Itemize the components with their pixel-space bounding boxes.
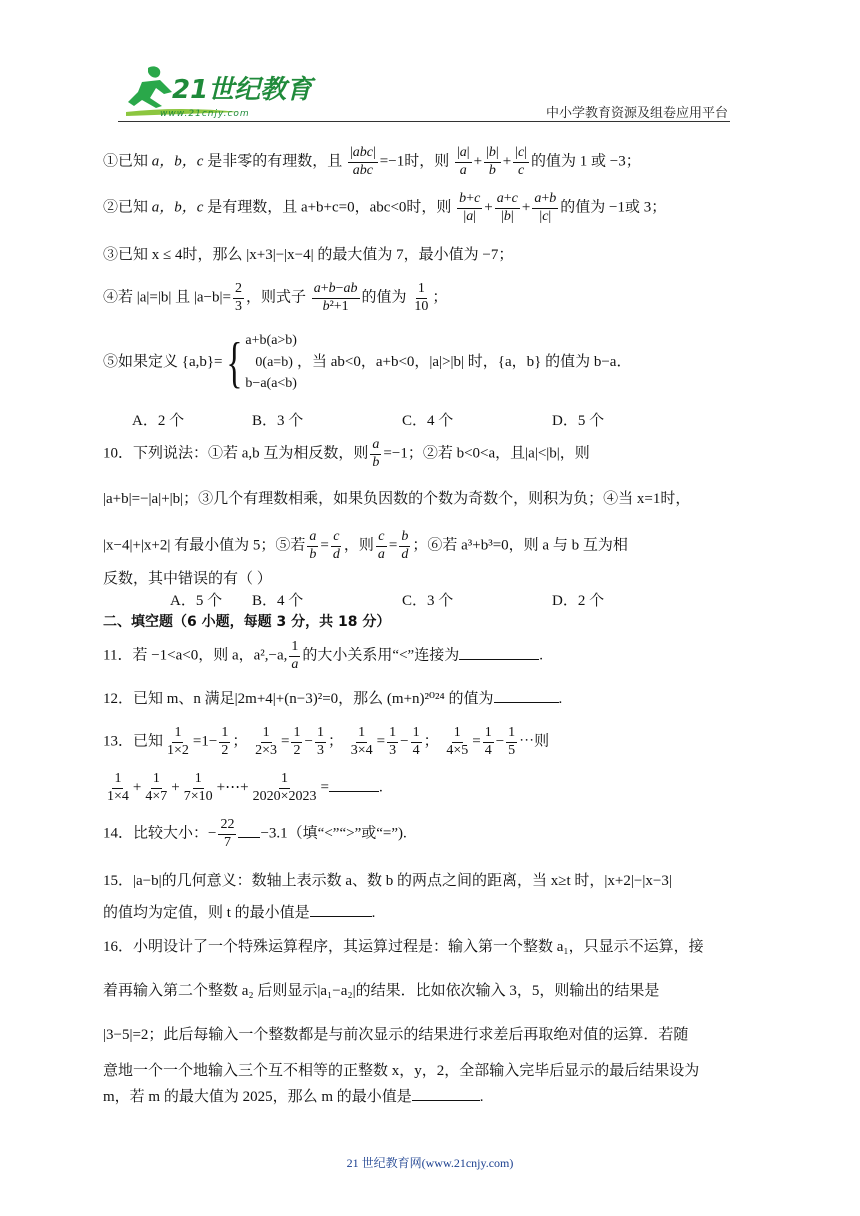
q10-line-1: 10．下列说法：①若 a,b 互为相反数，则 $\frac{a}{b}$ =−1；②若 b<0<a，且|a|<|b|，则 (103, 437, 590, 470)
q16-line-4: 意地一个一个地输入三个互不相等的正整数 x，y，2，全部输入完毕后显示的最后结果设为 (103, 1063, 700, 1079)
q9-option-d[interactable]: D．5 个 (552, 413, 605, 429)
q11-answer-blank[interactable] (459, 659, 539, 660)
section-title: 二、填空题（6 小题，每题 3 分，共 18 分） (103, 614, 391, 630)
q13-line-2: $\frac{1}{1\times 4}$ + $\frac{1}{4\times 7}$ + $\frac{1}{7\times 10}$ +⋯+ $\frac{1}{2020\times 2023}$ = . (107, 771, 383, 804)
q10-option-a[interactable]: A．5 个 (170, 593, 223, 609)
q10-line-3: |x−4|+|x+2| 有最小值为 5；⑤若 $\frac{a}{b}$ = $\frac{c}{d}$ ，则 $\frac{c}{a}$ = $\frac{b}{d}$ ；⑥若 a³+b³=0，则 a 与 b 互为相 (103, 529, 628, 562)
q15-line-2: 的值均为定值，则 t 的最小值是 . (103, 905, 376, 921)
page-footer: 21 世纪教育网(www.21cnjy.com) (346, 1156, 514, 1170)
q16-line-5: m，若 m 的最大值为 2025，那么 m 的最小值是 . (103, 1089, 484, 1105)
q9-option-c[interactable]: C．4 个 (402, 413, 454, 429)
q16-line-3: |3−5|=2；此后每输入一个整数都是与前次显示的结果进行求差后再取绝对值的运算．若随 (103, 1027, 689, 1043)
page-header (0, 0, 860, 130)
logo-url: www.21cnjy.com (160, 109, 250, 119)
q10-line-2: |a+b|=−|a|+|b|；③几个有理数相乘，如果负因数的个数为奇数个，则积为负；④当 x=1时， (103, 491, 691, 507)
q12: 12．已知 m、n 满足|2m+4|+(n−3)²=0，那么 (m+n)²⁰²⁴ 的值为 . (103, 691, 563, 707)
q16-line-2: 着再输入第二个整数 a₂ 后则显示|a₁−a₂|的结果．比如依次输入 3，5，则输出的结果是 (103, 983, 660, 999)
q9-options (132, 412, 732, 432)
platform-label: 中小学教育资源及组卷应用平台 (545, 105, 728, 120)
q15-answer-blank[interactable] (310, 916, 372, 917)
q14: 14．比较大小：− $\frac{22}{7}$ −3.1（填“<”“>”或“=”). (103, 817, 407, 850)
q14-answer-blank[interactable] (238, 837, 260, 838)
site-logo (120, 62, 320, 122)
q10-line-4: 反数，其中错误的有（ ） (103, 571, 272, 587)
q16-line-1: 16．小明设计了一个特殊运算程序，其运算过程是：输入第一个整数 a₁，只显示不运算，接 (103, 939, 704, 955)
q9-option-b[interactable]: B．3 个 (252, 413, 304, 429)
q10-options (132, 592, 732, 612)
q9-statement-4: ④若 |a|=|b| 且 |a−b|= $\frac{2}{3}$ ，则式子 $\frac{a+b-ab}{\text{b²+1}}$ 的值为 $\frac{1}{10}$ ； (103, 281, 448, 314)
q12-answer-blank[interactable] (494, 702, 559, 703)
q9-statement-3: ③已知 x ≤ 4时，那么 |x+3|−|x−4| 的最大值为 7，最小值为 −7； (103, 247, 514, 263)
q9-statement-1: ①已知 a，b，c 是非零的有理数，且 $\frac{\text{|abc|}}{\text{abc}}$ =−1时，则 $\frac{|a|}{a}$ + $\frac{|b|}{b}$ + $\frac{|c|}{c}$ 的值为 1 或 −3； (103, 145, 641, 178)
q10-option-b[interactable]: B．4 个 (252, 593, 304, 609)
q9-statement-5: ⑤如果定义 {a,b}={ a+b(a>b) 0(a=b) b−a(a<b) ，当 ab<0，a+b<0，|a|>|b| 时，{a，b} 的值为 b−a． (103, 331, 632, 394)
logo-text: 21世纪教育 (172, 75, 313, 105)
q10-option-c[interactable]: C．3 个 (402, 593, 454, 609)
q13-answer-blank[interactable] (329, 791, 379, 792)
q10-option-d[interactable]: D．2 个 (552, 593, 605, 609)
q15-line-1: 15．|a−b|的几何意义：数轴上表示数 a、数 b 的两点之间的距离，当 x≥t 时，|x+2|−|x−3| (103, 873, 672, 889)
q13-line-1: 13．已知 $\frac{1}{1\times 2}$ =1− $\frac{1}{2}$ ； $\frac{1}{2\times 3}$ = $\frac{1}{2}$ − $\frac{1}{3}$ ； $\frac{1}{3\times 4}$ = $\frac{1}{3}$ − $\frac{1}{4}$ ； $\frac{1}{4\times 5}$ = $\frac{1}{4}$ − $\frac{1}{5}$ ⋯则 (103, 725, 550, 758)
header-divider (118, 121, 730, 122)
runner-icon (128, 66, 172, 108)
q9-option-a[interactable]: A．2 个 (132, 413, 185, 429)
q11: 11．若 −1<a<0，则 a，a²,−a, $\frac{1}{a}$ 的大小关系用“<”连接为 . (103, 639, 543, 672)
q9-statement-2: ②已知 a，b，c 是有理数，且 a+b+c=0，abc<0时，则 $\frac{b+c}{|a|}$ + $\frac{a+c}{|b|}$ + $\frac{a+b}{|c|}$ 的值为 −1或 3； (103, 191, 667, 224)
q16-answer-blank[interactable] (412, 1100, 480, 1101)
